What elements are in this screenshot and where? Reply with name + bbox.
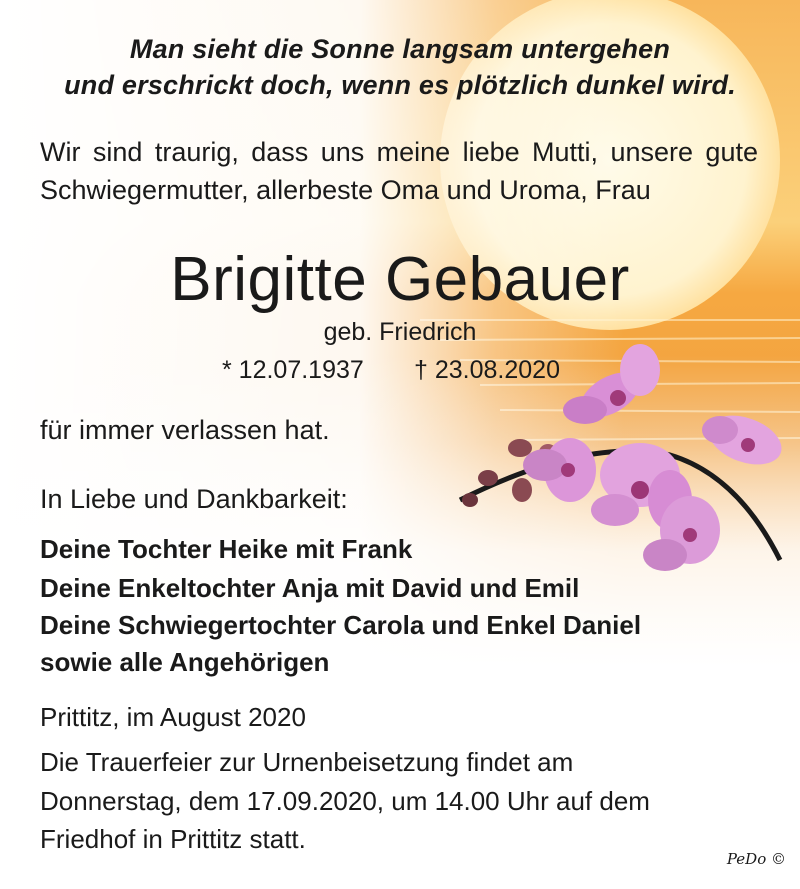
- deceased-name: Brigitte Gebauer: [170, 245, 630, 314]
- ceremony-line: Friedhof in Prittitz statt.: [40, 824, 306, 854]
- orchid-flower-2: [523, 438, 596, 502]
- orchid-flower-5: [702, 406, 788, 473]
- mourner-line: Deine Enkeltochter Anja mit David und Emil: [40, 573, 580, 603]
- farewell-text: für immer verlassen hat.: [40, 415, 330, 445]
- gratitude-text: In Liebe und Dankbarkeit:: [40, 484, 348, 514]
- intro-text: Wir sind traurig, dass uns meine liebe Mutti, unsere gute Schwiegermutter, allerbeste Oma und Uroma, Frau: [40, 137, 758, 205]
- maiden-name: geb. Friedrich: [323, 318, 477, 346]
- mourner-line: sowie alle Angehörigen: [40, 647, 330, 677]
- mourner-line: Deine Schwiegertochter Carola und Enkel Daniel: [40, 610, 642, 640]
- mourner-line: Deine Tochter Heike mit Frank: [40, 534, 413, 564]
- place-date: Prittitz, im August 2020: [40, 702, 306, 732]
- designer-signature: PeDo ©: [726, 850, 786, 868]
- death-date: † 23.08.2020: [414, 356, 560, 384]
- quote-line-2: und erschrickt doch, wenn es plötzlich dunkel wird.: [64, 70, 736, 100]
- ceremony-line: Donnerstag, dem 17.09.2020, um 14.00 Uhr auf dem: [40, 786, 650, 816]
- quote-line-1: Man sieht die Sonne langsam untergehen: [129, 34, 671, 64]
- ceremony-line: Die Trauerfeier zur Urnenbeisetzung findet am: [40, 747, 574, 777]
- birth-date: * 12.07.1937: [222, 356, 364, 384]
- orchid-flower-1: [563, 344, 660, 427]
